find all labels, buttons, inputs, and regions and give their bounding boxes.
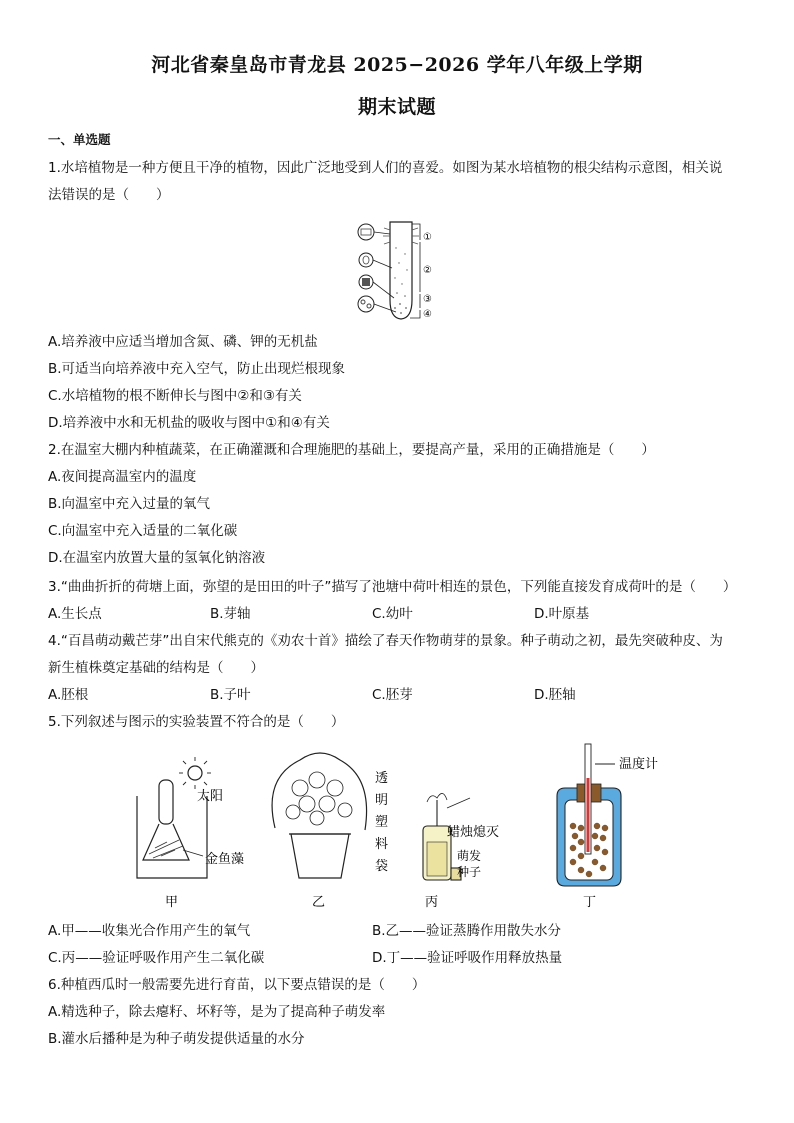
label-4: ④ [423, 309, 432, 320]
q2-option-c: C.向温室中充入适量的二氧化碳 [48, 523, 238, 539]
caption-jia: 甲 [165, 895, 179, 910]
apparatus-jia [137, 757, 211, 878]
thermometer-label: 温度计 [619, 757, 659, 772]
svg-text:料: 料 [375, 837, 389, 852]
caption-yi: 乙 [312, 895, 326, 910]
q1-stem: 1.水培植物是一种方便且干净的植物，因此广泛地受到人们的喜爱。如图为某水培植物的根尖结构示意图，相关说 [48, 160, 723, 176]
q2-stem: 2.在温室大棚内种植蔬菜，在正确灌溉和合理施肥的基础上，要提高产量，采用的正确措施是（ ） [48, 442, 655, 458]
q4-option-d: D.胚轴 [534, 687, 576, 703]
exam-title: 河北省秦皇岛市青龙县 2025−2026 学年八年级上学期 [151, 54, 643, 76]
svg-text:袋: 袋 [375, 859, 389, 874]
q5-option-c: C.丙——验证呼吸作用产生二氧化碳 [48, 950, 265, 966]
section-heading: 一、单选题 [48, 132, 111, 147]
q3-option-a: A.生长点 [48, 606, 102, 622]
q5-option-d: D.丁——验证呼吸作用释放热量 [372, 950, 563, 966]
candle-label: 蜡烛熄灭 [447, 825, 500, 840]
seeds-label-2: 种子 [457, 865, 482, 879]
seeds-label-1: 萌发 [457, 849, 482, 863]
q1-option-c: C.水培植物的根不断伸长与图中②和③有关 [48, 388, 302, 404]
sun-label: 太阳 [197, 789, 224, 804]
q4-stem-cont: 新生植株奠定基础的结构是（ ） [48, 660, 264, 676]
q1-option-b: B.可适当向培养液中充入空气，防止出现烂根现象 [48, 361, 346, 377]
caption-bing: 丙 [425, 895, 439, 910]
svg-text:透: 透 [375, 771, 389, 786]
label-1: ① [423, 232, 432, 243]
q5-option-b: B.乙——验证蒸腾作用散失水分 [372, 923, 562, 939]
q2-option-b: B.向温室中充入过量的氧气 [48, 496, 211, 512]
q4-stem: 4.“百昌萌动戴芒芽”出自宋代熊克的《劝农十首》描绘了春天作物萌芽的景象。种子萌动之初，最先突破种皮、为 [48, 633, 723, 649]
q6-option-b: B.灌水后播种是为种子萌发提供适量的水分 [48, 1031, 305, 1047]
q1-option-a: A.培养液中应适当增加含氮、磷、钾的无机盐 [48, 334, 318, 350]
q2-option-d: D.在温室内放置大量的氢氧化钠溶液 [48, 550, 266, 566]
exam-subtitle: 期末试题 [357, 96, 436, 118]
q6-stem: 6.种植西瓜时一般需要先进行育苗，以下要点错误的是（ ） [48, 977, 426, 993]
experiment-figure [125, 738, 685, 918]
root-tip-figure [350, 218, 450, 323]
q5-stem: 5.下列叙述与图示的实验装置不符合的是（ ） [48, 714, 345, 730]
q1-stem-cont: 法错误的是（ ） [48, 187, 170, 203]
label-2: ② [423, 265, 432, 276]
goldfish-weed-label: 金鱼藻 [205, 852, 245, 867]
bag-label [375, 771, 388, 874]
q4-option-a: A.胚根 [48, 687, 89, 703]
svg-text:明: 明 [375, 793, 389, 808]
q3-option-d: D.叶原基 [534, 606, 590, 622]
q3-option-c: C.幼叶 [372, 606, 413, 622]
q3-option-b: B.芽轴 [210, 606, 251, 622]
label-3: ③ [423, 294, 432, 305]
q1-option-d: D.培养液中水和无机盐的吸收与图中①和④有关 [48, 415, 330, 431]
q3-stem: 3.“曲曲折折的荷塘上面，弥望的是田田的叶子”描写了池塘中荷叶相连的景色，下列能直接发育成荷叶的是（ ） [48, 579, 737, 595]
caption-ding: 丁 [583, 895, 597, 910]
q4-option-b: B.子叶 [210, 687, 251, 703]
q4-option-c: C.胚芽 [372, 687, 413, 703]
apparatus-yi [272, 753, 366, 878]
q5-option-a: A.甲——收集光合作用产生的氧气 [48, 923, 251, 939]
apparatus-ding [557, 744, 621, 886]
q2-option-a: A.夜间提高温室内的温度 [48, 469, 197, 485]
svg-text:塑: 塑 [375, 815, 389, 830]
q6-option-a: A.精选种子，除去瘪籽、坏籽等，是为了提高种子萌发率 [48, 1004, 386, 1020]
